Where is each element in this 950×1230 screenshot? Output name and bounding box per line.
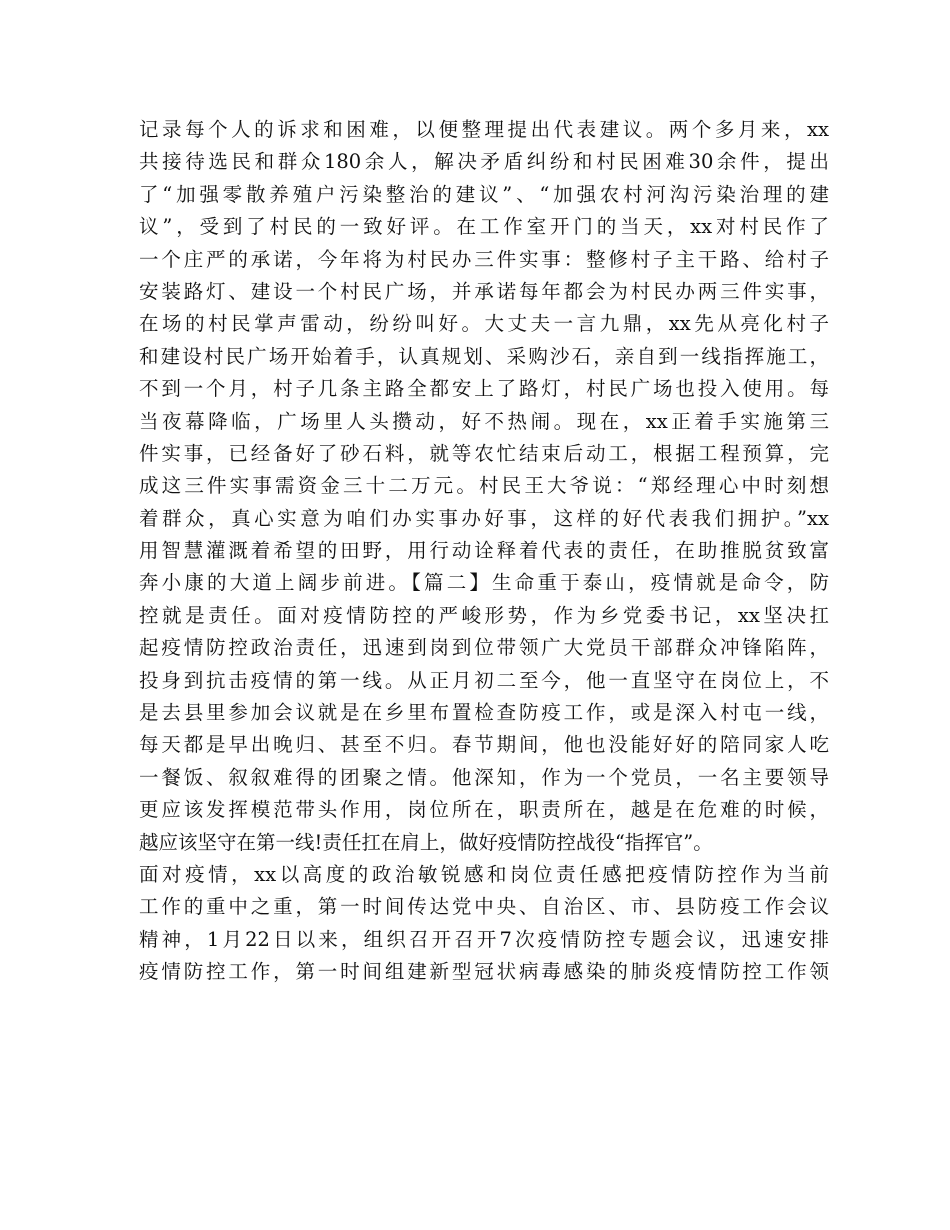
- text-line: 是去县里参加会议就是在乡里布置检查防疫工作，或是深入村屯一线，: [139, 701, 829, 725]
- text-line: 一个庄严的承诺，今年将为村民办三件实事：整修村子主干路、给村子: [139, 247, 829, 271]
- text-line: 记录每个人的诉求和困难，以便整理提出代表建议。两个多月来，xx: [139, 118, 829, 141]
- text-line: 共接待选民和群众180余人，解决矛盾纠纷和村民困难30余件，提出: [139, 150, 829, 174]
- text-line: 在场的村民掌声雷动，纷纷叫好。大丈夫一言九鼎，xx先从亮化村子: [139, 312, 829, 336]
- text-line: 着群众，真心实意为咱们办实事办好事，这样的好代表我们拥护。”xx: [139, 506, 829, 530]
- text-line: 奔小康的大道上阔步前进。【篇二】生命重于泰山，疫情就是命令，防: [139, 571, 829, 595]
- text-line: 控就是责任。面对疫情防控的严峻形势，作为乡党委书记，xx坚决扛: [139, 603, 829, 627]
- text-line: 当夜幕降临，广场里人头攒动，好不热闹。现在，xx正着手实施第三: [139, 409, 829, 433]
- text-line: 成这三件实事需资金三十二万元。村民王大爷说：“郑经理心中时刻想: [139, 474, 829, 498]
- text-line: 精神，1月22日以来，组织召开召开7次疫情防控专题会议，迅速安排: [139, 927, 829, 951]
- text-line: 不到一个月，村子几条主路全都安上了路灯，村民广场也投入使用。每: [139, 377, 829, 401]
- text-line: 越应该坚守在第一线!责任扛在肩上，做好疫情防控战役“指挥官”。: [139, 830, 713, 854]
- text-line: 用智慧灌溉着希望的田野，用行动诠释着代表的责任，在助推脱贫致富: [139, 539, 829, 563]
- text-line: 议”，受到了村民的一致好评。在工作室开门的当天，xx对村民作了: [139, 215, 829, 239]
- text-line: 更应该发挥模范带头作用，岗位所在，职责所在，越是在危难的时候，: [139, 798, 829, 822]
- text-line: 和建设村民广场开始着手，认真规划、采购沙石，亲自到一线指挥施工，: [139, 344, 829, 368]
- text-line: 了“加强零散养殖户污染整治的建议”、“加强农村河沟污染治理的建: [139, 182, 829, 206]
- text-line: 疫情防控工作，第一时间组建新型冠状病毒感染的肺炎疫情防控工作领: [139, 960, 829, 984]
- text-line: 起疫情防控政治责任，迅速到岗到位带领广大党员干部群众冲锋陷阵，: [139, 636, 829, 660]
- text-line: 安装路灯、建设一个村民广场，并承诺每年都会为村民办两三件实事，: [139, 279, 829, 303]
- body-text: [139, 114, 829, 989]
- text-line: 每天都是早出晚归、甚至不归。春节期间，他也没能好好的陪同家人吃: [139, 733, 829, 757]
- text-line: 面对疫情，xx以高度的政治敏锐感和岗位责任感把疫情防控作为当前: [139, 862, 829, 886]
- text-line: 件实事，已经备好了砂石料，就等农忙结束后动工，根据工程预算，完: [139, 441, 829, 465]
- text-line: 投身到抗击疫情的第一线。从正月初二至今，他一直坚守在岗位上，不: [139, 668, 829, 692]
- text-line: 工作的重中之重，第一时间传达党中央、自治区、市、县防疫工作会议: [139, 895, 829, 919]
- text-line: 一餐饭、叙叙难得的团聚之情。他深知，作为一个党员，一名主要领导: [139, 765, 829, 789]
